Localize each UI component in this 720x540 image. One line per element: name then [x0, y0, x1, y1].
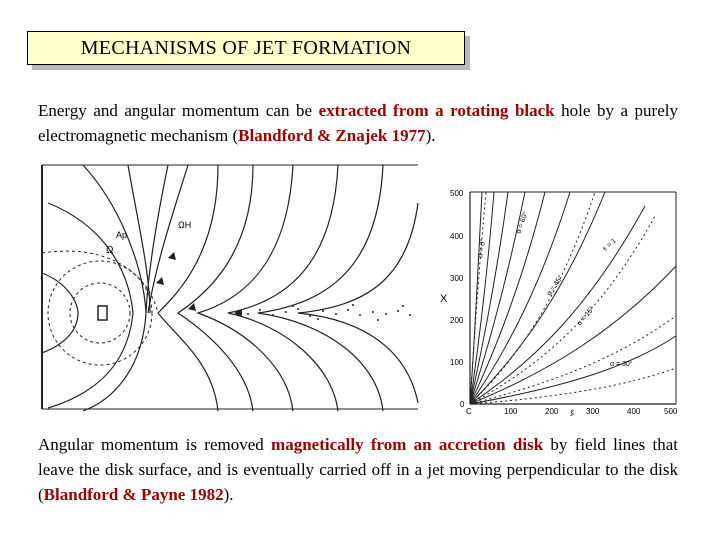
- x-tick-200: 200: [545, 407, 559, 416]
- curve-label-alpha-60: α = 60°: [515, 211, 530, 235]
- slide-title: [27, 31, 465, 65]
- para2-highlight-1: magnetically from an accretion disk: [271, 435, 544, 454]
- figure-jet-angle-curves: [430, 186, 690, 421]
- field-lines-plot: [38, 163, 420, 413]
- x-tick-0: C: [466, 407, 472, 416]
- curve-label-alpha-15: α = 15°: [576, 305, 597, 328]
- label-omega: Ω: [106, 245, 114, 256]
- y-tick-400: 400: [450, 232, 464, 241]
- para2-citation: Blandford & Payne 1982: [43, 485, 224, 504]
- para1-highlight-1: extracted from a rotating black: [318, 101, 555, 120]
- paragraph-blandford-znajek: [38, 98, 678, 148]
- curve-label-alpha-30: α = 30°: [610, 361, 633, 368]
- curve-label-eps-1: ε = 1: [601, 237, 618, 253]
- y-tick-500: 500: [450, 189, 464, 198]
- para2-text-3: ).: [223, 485, 234, 504]
- paragraph-blandford-payne: [38, 432, 678, 507]
- x-tick-100: 100: [504, 407, 518, 416]
- slide-title-text: MECHANISMS OF JET FORMATION: [80, 36, 412, 59]
- angle-curves-plot: [430, 186, 690, 416]
- label-omega-h: ΩH: [178, 220, 192, 230]
- y-tick-100: 100: [450, 358, 464, 367]
- x-axis-label: ξ: [570, 410, 575, 416]
- x-tick-300: 300: [586, 407, 600, 416]
- para2-text-1: Angular momentum is removed: [38, 435, 272, 454]
- y-tick-300: 300: [450, 274, 464, 283]
- x-tick-500: 500: [664, 407, 678, 416]
- para1-text-3: ).: [425, 126, 436, 145]
- para1-text-1: Energy and angular momentum can be: [38, 101, 319, 120]
- label-ap: Ap: [116, 230, 128, 240]
- figure-black-hole-field-lines: [38, 163, 420, 418]
- x-tick-400: 400: [627, 407, 641, 416]
- y-tick-200: 200: [450, 316, 464, 325]
- y-axis-label: X: [440, 293, 448, 305]
- para1-citation: Blandford & Znajek 1977: [238, 126, 426, 145]
- para2-text-2: by field lines that leave the disk surface, and is eventually carried off in a jet moving perpendicular to the disk (: [38, 435, 678, 504]
- curve-label-alpha-45: α = 45°: [545, 274, 565, 298]
- para1-text-2: hole by a purely electromagnetic mechanism (: [38, 101, 678, 145]
- y-tick-0: 0: [460, 400, 465, 409]
- curve-label-alpha-0: α = 0°: [477, 238, 488, 259]
